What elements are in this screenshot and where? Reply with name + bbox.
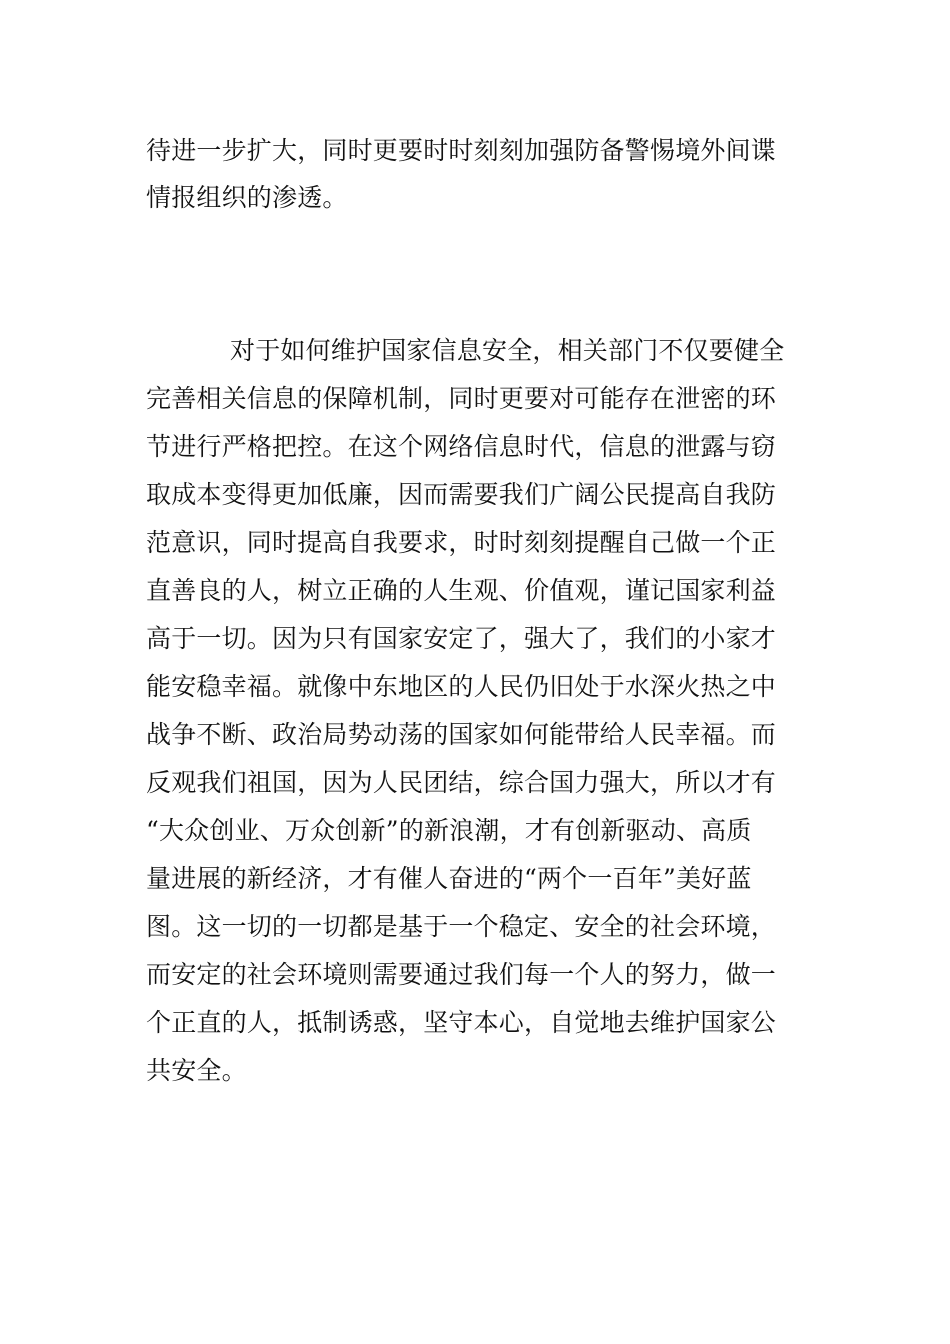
paragraph-line: 而安定的社会环境则需要通过我们每一个人的努力，做一 xyxy=(146,960,777,989)
paragraph-line: “大众创业、万众创新”的新浪潮，才有创新驱动、高质 xyxy=(146,816,752,845)
paragraph-line: 对于如何维护国家信息安全，相关部门不仅要健全 xyxy=(230,336,785,365)
paragraph-line: 取成本变得更加低廉，因而需要我们广阔公民提高自我防 xyxy=(146,480,777,509)
paragraph-line: 图。这一切的一切都是基于一个稳定、安全的社会环境， xyxy=(146,912,777,941)
paragraph-line: 量进展的新经济，才有催人奋进的“两个一百年”美好蓝 xyxy=(146,864,752,893)
paragraph-line: 能安稳幸福。就像中东地区的人民仍旧处于水深火热之中 xyxy=(146,672,777,701)
paragraph-line: 高于一切。因为只有国家安定了，强大了，我们的小家才 xyxy=(146,624,777,653)
paragraph-line: 待进一步扩大，同时更要时时刻刻加强防备警惕境外间谍 xyxy=(146,136,777,165)
paragraph-line: 节进行严格把控。在这个网络信息时代，信息的泄露与窃 xyxy=(146,432,777,461)
paragraph-line: 共安全。 xyxy=(146,1056,247,1085)
paragraph-line: 战争不断、政治局势动荡的国家如何能带给人民幸福。而 xyxy=(146,720,777,749)
paragraph-line: 范意识，同时提高自我要求，时时刻刻提醒自己做一个正 xyxy=(146,528,777,557)
paragraph-line: 个正直的人，抵制诱惑，坚守本心，自觉地去维护国家公 xyxy=(146,1008,777,1037)
paragraph-line: 反观我们祖国，因为人民团结，综合国力强大，所以才有 xyxy=(146,768,777,797)
paragraph-line: 直善良的人，树立正确的人生观、价值观，谨记国家利益 xyxy=(146,576,777,605)
paragraph-line: 完善相关信息的保障机制，同时更要对可能存在泄密的环 xyxy=(146,384,777,413)
paragraph-line: 情报组织的渗透。 xyxy=(146,183,348,212)
